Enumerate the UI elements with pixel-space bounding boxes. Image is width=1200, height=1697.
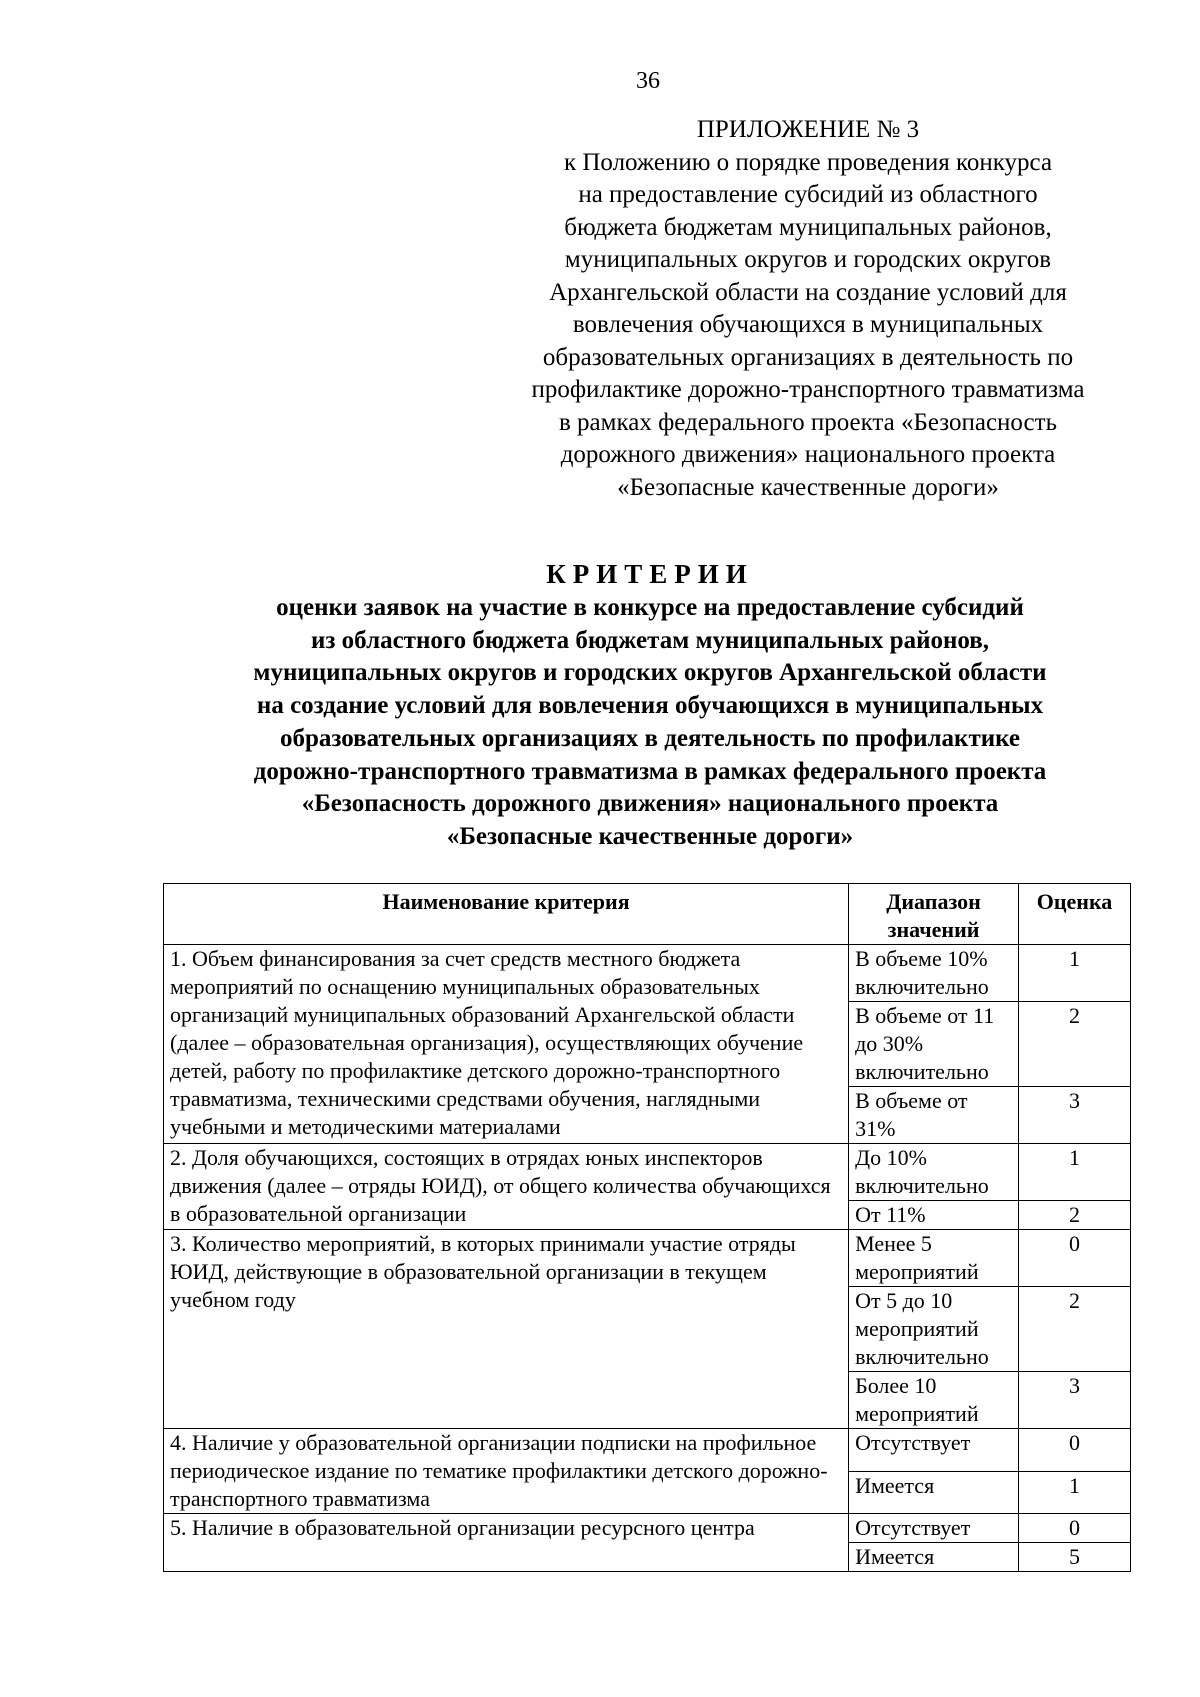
criteria-heading-line: на создание условий для вовлечения обучающихся в муниципальных <box>256 692 1044 720</box>
criterion-name: 3. Количество мероприятий, в которых принимали участие отряды ЮИД, действующие в образовательной организации в текущем учебном году <box>164 1230 849 1429</box>
criterion-score: 0 <box>1019 1429 1131 1472</box>
criteria-heading-line: образовательных организациях в деятельность по профилактике <box>279 724 1021 752</box>
table-row <box>164 1144 1131 1201</box>
criterion-name: 4. Наличие у образовательной организации подписки на профильное периодическое издание по тематике профилактики детского дорожно-транспортного травматизма <box>164 1429 849 1514</box>
criteria-heading-line: «Безопасные качественные дороги» <box>446 822 854 850</box>
appendix-line: бюджета бюджетам муниципальных районов, <box>564 213 1052 241</box>
table-row <box>164 1429 1131 1472</box>
header-criterion-name: Наименование критерия <box>164 884 849 945</box>
criteria-heading <box>150 556 1150 854</box>
criterion-score: 1 <box>1019 1471 1131 1514</box>
appendix-line: профилактике дорожно-транспортного травматизма <box>531 376 1085 403</box>
criterion-range: Более 10 мероприятий <box>849 1372 1019 1429</box>
criterion-range: В объеме 10% включительно <box>849 945 1019 1002</box>
criterion-score: 0 <box>1019 1514 1131 1543</box>
appendix-line: образовательных организациях в деятельность по <box>542 343 1074 371</box>
appendix-line: «Безопасные качественные дороги» <box>617 473 999 501</box>
criteria-heading-line: «Безопасность дорожного движения» национального проекта <box>301 790 999 818</box>
criteria-title: КРИТЕРИИ <box>546 559 754 589</box>
page-number: 36 <box>636 68 660 94</box>
criterion-range: От 5 до 10 мероприятий включительно <box>849 1287 1019 1372</box>
criteria-heading-line: из областного бюджета бюджетам муниципальных районов, <box>310 626 990 654</box>
appendix-line: к Положению о порядке проведения конкурса <box>563 148 1053 176</box>
appendix-title: ПРИЛОЖЕНИЕ № 3 <box>696 116 920 143</box>
criterion-range: Имеется <box>849 1471 1019 1514</box>
criteria-heading-line: оценки заявок на участие в конкурсе на предоставление субсидий <box>276 594 1024 621</box>
criterion-range: В объеме от 31% <box>849 1087 1019 1144</box>
criteria-heading-line: дорожно-транспортного травматизма в рамках федерального проекта <box>253 757 1047 785</box>
criterion-score: 0 <box>1019 1230 1131 1287</box>
criterion-name: 5. Наличие в образовательной организации ресурсного центра <box>164 1514 849 1572</box>
criterion-score: 3 <box>1019 1087 1131 1144</box>
criterion-score: 2 <box>1019 1287 1131 1372</box>
criterion-score: 5 <box>1019 1543 1131 1572</box>
table-row <box>164 945 1131 1002</box>
table-row <box>164 1514 1131 1543</box>
appendix-line: вовлечения обучающихся в муниципальных <box>572 311 1044 338</box>
criterion-range: От 11% <box>849 1201 1019 1230</box>
criteria-heading-line: муниципальных округов и городских округов Архангельской области <box>253 659 1047 687</box>
appendix-line: на предоставление субсидий из областного <box>578 181 1038 208</box>
criterion-range: В объеме от 11 до 30% включительно <box>849 1002 1019 1087</box>
criterion-range: До 10% включительно <box>849 1144 1019 1201</box>
header-score: Оценка <box>1019 884 1131 945</box>
criteria-table <box>163 883 1131 1572</box>
table-header-row <box>164 884 1131 945</box>
criterion-score: 1 <box>1019 1144 1131 1201</box>
criterion-name: 2. Доля обучающихся, состоящих в отрядах юных инспекторов движения (далее – отряды ЮИД), от общего количества обучающихся в образовательной организации <box>164 1144 849 1230</box>
appendix-line: муниципальных округов и городских округов <box>564 246 1052 273</box>
criterion-score: 2 <box>1019 1002 1131 1087</box>
criterion-score: 3 <box>1019 1372 1131 1429</box>
appendix-line: Архангельской области на создание условий для <box>549 278 1067 306</box>
appendix-header <box>470 114 1146 504</box>
appendix-line: в рамках федерального проекта «Безопасность <box>559 408 1057 436</box>
criterion-score: 2 <box>1019 1201 1131 1230</box>
criterion-name: 1. Объем финансирования за счет средств местного бюджета мероприятий по оснащению муниципальных образовательных организаций муниципальных образований Архангельской области (далее – образовательная организация), осуществляющих обучение детей, работу по профилактике детского дорожно-транспортного травматизма, техническими средствами обучения, наглядными учебными и методическими материалами <box>164 945 849 1144</box>
header-value-range: Диапазон значений <box>849 884 1019 945</box>
criterion-range: Отсутствует <box>849 1429 1019 1472</box>
criterion-range: Имеется <box>849 1543 1019 1572</box>
table-row <box>164 1230 1131 1287</box>
criterion-range: Отсутствует <box>849 1514 1019 1543</box>
criterion-score: 1 <box>1019 945 1131 1002</box>
appendix-line: дорожного движения» национального проекта <box>560 441 1056 468</box>
criterion-range: Менее 5 мероприятий <box>849 1230 1019 1287</box>
